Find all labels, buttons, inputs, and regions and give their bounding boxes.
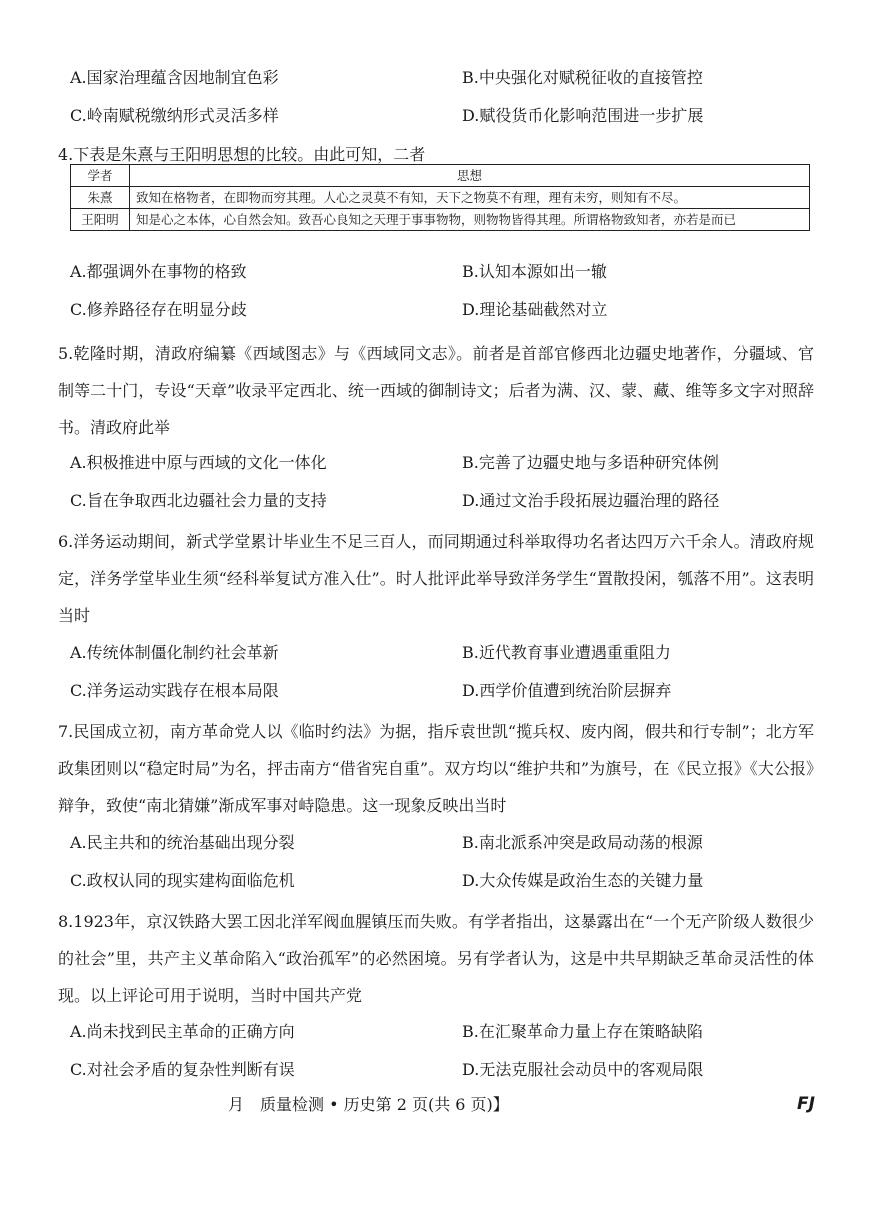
q4-comparison-table — [70, 164, 810, 231]
q7-stem: 7.民国成立初，南方革命党人以《临时约法》为据，指斥袁世凯“揽兵权、废内阁，假共和行专制”；北方军政集团则以“稳定时局”为名，抨击南方“借省宪自重”。双方均以“维护共和”为旗号，在《民立报》《大公报》辩争，致使“南北猜嫌”渐成军事对峙隐患。这一现象反映出当时 — [58, 722, 814, 815]
table-header-row — [71, 165, 810, 187]
q6-option-d[interactable]: D.西学价值遭到统治阶层摒弃 — [462, 681, 672, 700]
table-cell-scholar: 朱熹 — [71, 187, 130, 209]
q5-option-b[interactable]: B.完善了边疆史地与多语种研究体例 — [462, 453, 719, 472]
page-footer: 月 质量检测 • 历史第 2 页(共 6 页)】 — [228, 1095, 509, 1114]
table-row — [71, 187, 810, 209]
q5-option-a[interactable]: A.积极推进中原与西域的文化一体化 — [70, 453, 327, 472]
q5-options — [70, 449, 810, 514]
q4-option-c[interactable]: C.修养路径存在明显分歧 — [70, 300, 247, 319]
q6-stem: 6.洋务运动期间，新式学堂累计毕业生不足三百人，而同期通过科举取得功名者达四万六千余人。清政府规定，洋务学堂毕业生须“经科举复试方准入仕”。时人批评此举导致洋务学生“置散投闲，瓠落不用”。这表明当时 — [58, 532, 814, 625]
q4-options — [70, 258, 810, 323]
q7-options — [70, 829, 810, 894]
q8-option-c[interactable]: C.对社会矛盾的复杂性判断有误 — [70, 1060, 295, 1079]
table-row — [71, 209, 810, 231]
table-cell-thought: 知是心之本体，心自然会知。致吾心良知之天理于事事物物，则物物皆得其理。所谓格物致知者，亦若是而已 — [130, 209, 810, 231]
q8-option-b[interactable]: B.在汇聚革命力量上存在策略缺陷 — [462, 1022, 703, 1041]
q8-stem: 8.1923年，京汉铁路大罢工因北洋军阀血腥镇压而失败。有学者指出，这暴露出在“一个无产阶级人数很少的社会”里，共产主义革命陷入“政治孤军”的必然困境。另有学者认为，这是中共早期缺乏革命灵活性的体现。以上评论可用于说明，当时中国共产党 — [58, 912, 814, 1005]
table-header-scholar: 学者 — [71, 165, 130, 187]
table-header-thought: 思想 — [130, 165, 810, 187]
table-cell-thought: 致知在格物者，在即物而穷其理。人心之灵莫不有知，天下之物莫不有理，理有未穷，则知有不尽。 — [130, 187, 810, 209]
q3-option-c[interactable]: C.岭南赋税缴纳形式灵活多样 — [70, 106, 279, 125]
q3-options — [70, 64, 810, 129]
table-cell-scholar: 王阳明 — [71, 209, 130, 231]
q8-option-a[interactable]: A.尚未找到民主革命的正确方向 — [70, 1022, 295, 1041]
q3-option-a[interactable]: A.国家治理蕴含因地制宜色彩 — [70, 68, 279, 87]
q5-stem: 5.乾隆时期，清政府编纂《西域图志》与《西域同文志》。前者是首部官修西北边疆史地著作，分疆域、官制等二十门，专设“天章”收录平定西北、统一西域的御制诗文；后者为满、汉、蒙、藏、维等多文字对照辞书。清政府此举 — [58, 344, 814, 437]
q5-option-d[interactable]: D.通过文治手段拓展边疆治理的路径 — [462, 491, 720, 510]
q3-option-d[interactable]: D.赋役货币化影响范围进一步扩展 — [462, 106, 704, 125]
q6-option-a[interactable]: A.传统体制僵化制约社会革新 — [70, 643, 279, 662]
q7-option-a[interactable]: A.民主共和的统治基础出现分裂 — [70, 833, 295, 852]
q6-option-b[interactable]: B.近代教育事业遭遇重重阻力 — [462, 643, 671, 662]
q4-option-a[interactable]: A.都强调外在事物的格致 — [70, 262, 247, 281]
q3-option-b[interactable]: B.中央强化对赋税征收的直接管控 — [462, 68, 703, 87]
q5-option-c[interactable]: C.旨在争取西北边疆社会力量的支持 — [70, 491, 327, 510]
q7-option-d[interactable]: D.大众传媒是政治生态的关键力量 — [462, 871, 704, 890]
q7-option-b[interactable]: B.南北派系冲突是政局动荡的根源 — [462, 833, 703, 852]
q6-option-c[interactable]: C.洋务运动实践存在根本局限 — [70, 681, 279, 700]
q4-stem: 4.下表是朱熹与王阳明思想的比较。由此可知，二者 — [58, 145, 426, 164]
q7-option-c[interactable]: C.政权认同的现实建构面临危机 — [70, 871, 295, 890]
q8-option-d[interactable]: D.无法克服社会动员中的客观局限 — [462, 1060, 704, 1079]
region-code: FJ — [797, 1094, 815, 1114]
q4-option-b[interactable]: B.认知本源如出一辙 — [462, 262, 607, 281]
q4-option-d[interactable]: D.理论基础截然对立 — [462, 300, 608, 319]
q8-options — [70, 1018, 810, 1083]
q6-options — [70, 639, 810, 704]
